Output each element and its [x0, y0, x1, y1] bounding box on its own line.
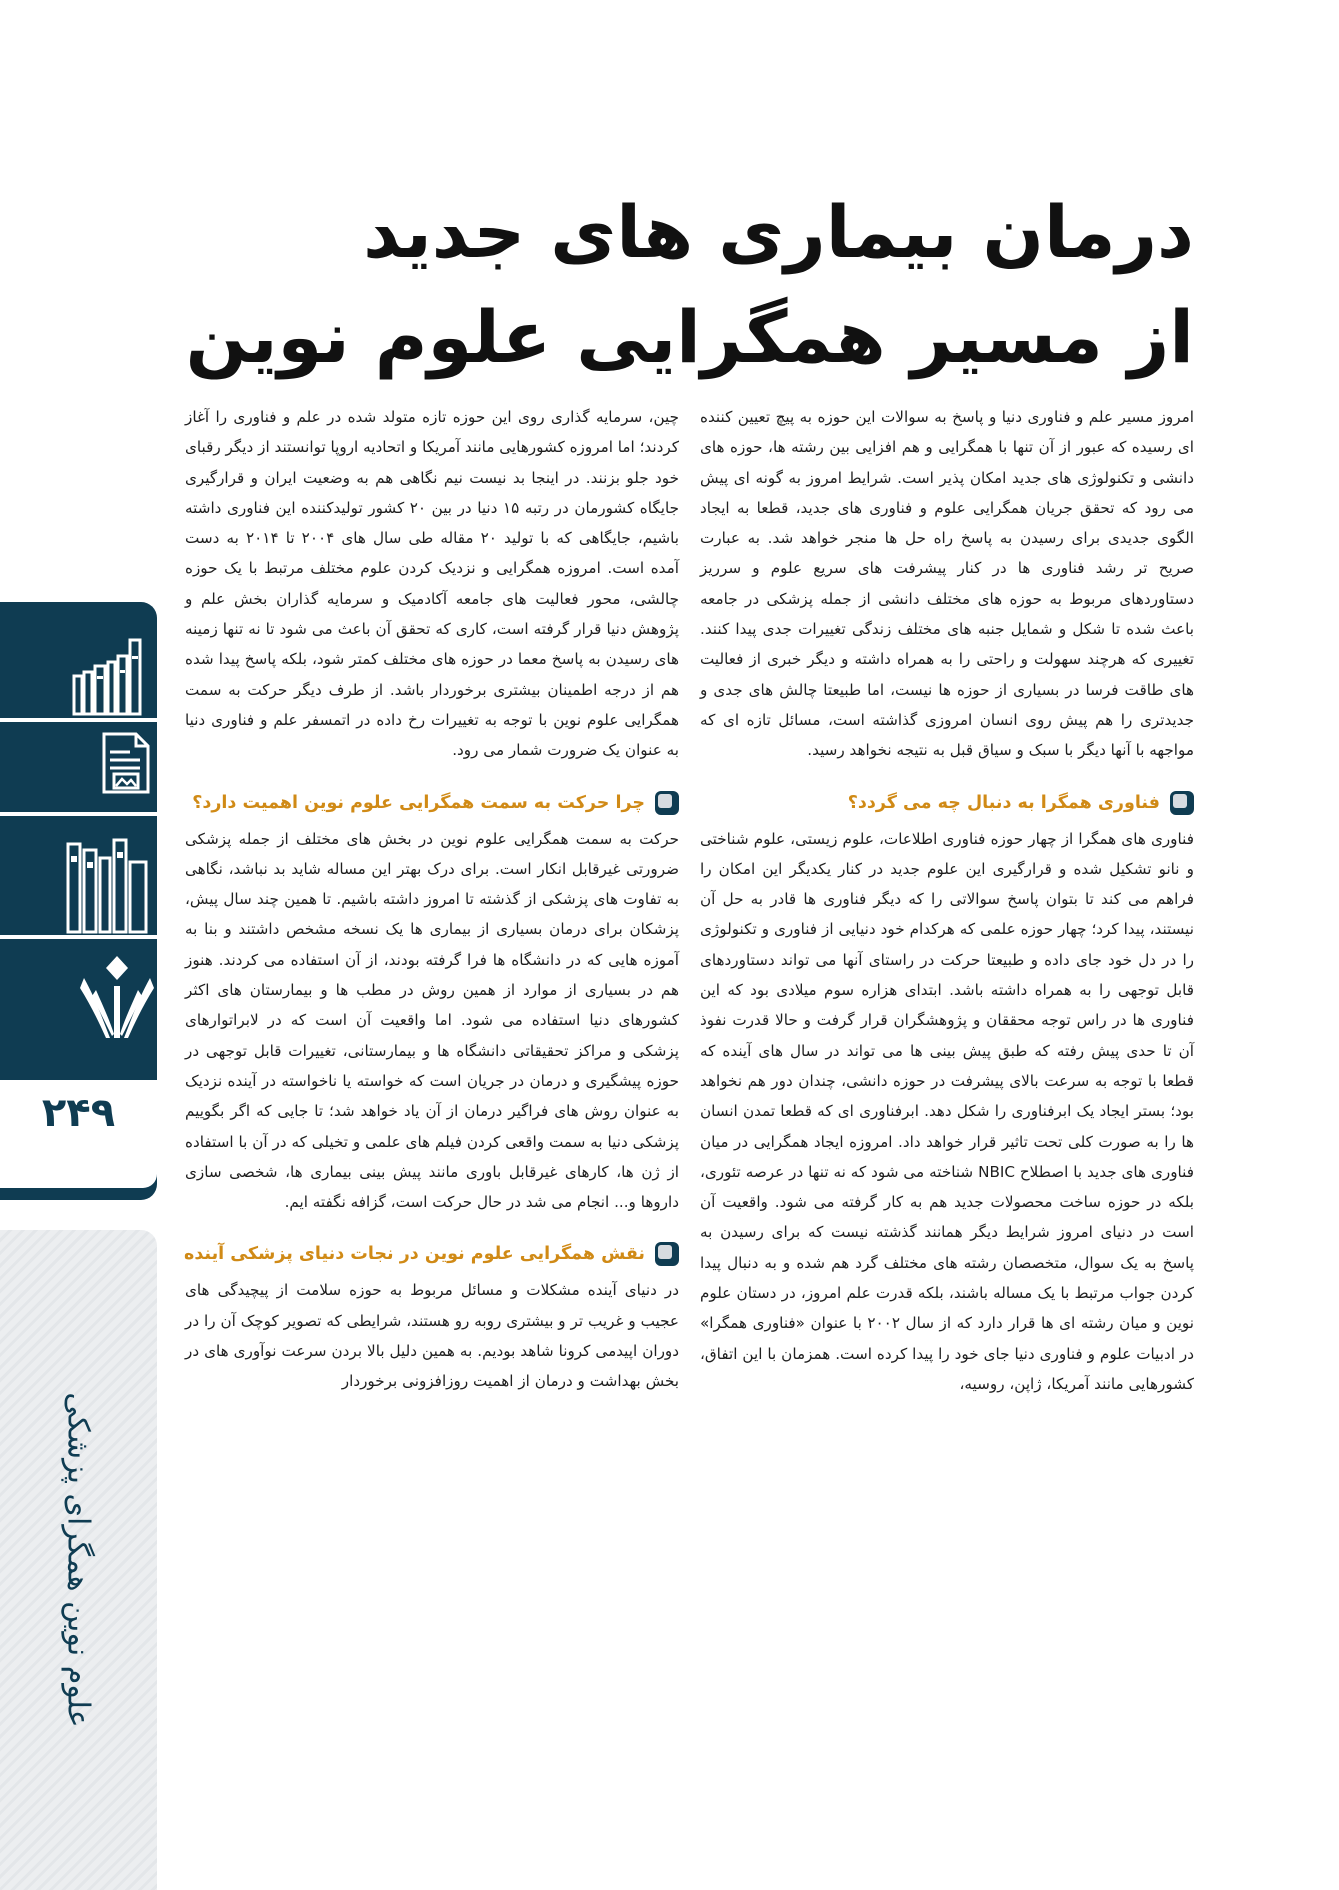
section-heading — [185, 1239, 679, 1269]
bookshelf-icon — [68, 626, 154, 718]
left-body-paragraph-2: در دنیای آینده مشکلات و مسائل مربوط به حوزه سلامت از پیچیدگی های عجیب و غریب تر و بیشتری روبه رو هستند، شرایطی که تصویر کوچک آن را در دوران اپیدمی کرونا شاهد بودیم. به همین دلیل بالا بردن سرعت نوآوری های در بخش بهداشت و درمان از اهمیت روزافزونی برخوردار — [185, 1281, 679, 1391]
heading-bullet-icon — [655, 791, 679, 815]
heading-text: چرا حرکت به سمت همگرایی علوم نوین اهمیت دارد؟ — [192, 792, 645, 813]
shelf-divider — [0, 812, 157, 816]
right-intro-paragraph: امروز مسیر علم و فناوری دنیا و پاسخ به سوالات این حوزه به پیچ تعیین کننده ای رسیده که عبور از آن تنها با همگرایی و هم افزایی بین رشته ها، حوزه های دانشی و تکنولوژی های جدید امکان پذیر است. شرایط امروز به گونه ای پیش می رود که تحقق جریان همگرایی علوم و فناوری های جدید، قطعا به ایجاد الگوی جدیدی برای رسیدن به پاسخ راه حل ها منجر خواهد شد. به عبارت صریح تر رشد فناوری ها در کنار پیشرفت های سریع علوم و سرریز دستاوردهای مربوط به حوزه های مختلف دانشی از جمله پزشکی در جامعه باعث شده تا شکل و شمایل جنبه های مختلف زندگی تغییرات جدی پیدا کنند. تغییری که هرچند سهولت و راحتی را به همراه داشته و دیگر خبری از فعالیت های طاقت فرسا در بسیاری از حوزه ها نیست، اما طبیعتا چالش های جدی و جدیدتری را هم پیش روی انسان امروزی گذاشته است، مسائل تازه ای که مواجهه با آنها دیگر با سبک و سیاق قبل به نتیجه نخواهد رسید. — [700, 408, 1194, 760]
section-label: علوم نوین همگرای پزشکی — [60, 1392, 96, 1728]
books-icon — [64, 828, 154, 934]
section-heading — [700, 788, 1194, 818]
shelf-divider — [0, 935, 157, 939]
heading-bullet-icon — [1170, 791, 1194, 815]
heading-bullet-icon — [655, 1242, 679, 1266]
left-body-paragraph: حرکت به سمت همگرایی علوم نوین در بخش های مختلف از جمله پزشکی ضرورتی غیرقابل انکار است. برای درک بهتر این مساله شاید بد نباشد، نگاهی به تفاوت های پزشکی از گذشته تا امروز داشته باشیم. تا همین چند سال پیش، پزشکان برای درمان بسیاری از بیماری ها یک نسخه مشخص داشتند و بنا به آموزه هایی که در دانشگاه ها فرا گرفته بودند، از آن استفاده می کردند. هنوز هم در بسیاری از موارد از همین روش در مطب ها و بیمارستان های اکثر کشورهای دنیا استفاده می شود. اما واقعیت آن است که در لابراتوارهای پزشکی و مراکز تحقیقاتی دانشگاه ها و بیمارستانی، تغییرات قابل توجهی در حوزه پیشگیری و درمان در جریان است که خواسته یا ناخواسته در آینده نزدیک به عنوان روش های فراگیر درمان از آن یاد خواهد شد؛ تا جایی که اگر بگوییم پزشکی دنیا به سمت واقعی کردن فیلم های علمی و تخیلی که در آن با استفاده از ژن ها، کارهای غیرقابل باوری مانند پیش بینی بیماری ها، شخصی سازی داروها و... انجام می شد در حال حرکت است، گزافه نگفته ایم. — [185, 829, 679, 1212]
right-body-paragraph: فناوری های همگرا از چهار حوزه فناوری اطلاعات، علوم زیستی، علوم شناختی و نانو تشکیل شده و قرارگیری این علوم جدید در کنار یکدیگر این امکان را فراهم می کند تا بتوان پاسخ سوالاتی را که دیگر فناوری ها قادر به حل آن نیستند، پیدا کرد؛ چهار حوزه علمی که هرکدام خود دنیایی از فناوری و تکنولوژی را در دل خود جای داده و طبیعتا حرکت در راستای آنها می تواند دستاوردهای قابل توجهی را به همراه داشته باشد. ابتدای هزاره سوم میلادی بود که این فناوری ها در راس توجه محققان و پژوهشگران قرار گرفت و حالا قدرت نفوذ آن تا حدی پیش رفته که طبق پیش بینی ها می تواند در سال های آینده که قطعا با توجه به سرعت بالای پیشرفت در حوزه دانشی، چندان دور هم نخواهد بود؛ بستر ایجاد یک ابرفناوری را شکل دهد. ابرفناوری ای که قطعا تمدن انسان ها را به صورت کلی تحت تاثیر قرار خواهد داد. امروزه ایجاد همگرایی در میان فناوری های جدید با اصطلاح NBIC شناخته می شود که نه تنها در عرصه تئوری، بلکه در حوزه ساخت محصولات جدید هم به کار گرفته می شود. واقعیت آن است در دنیای امروز شرایط دیگر همانند گذشته نیست که برای رسیدن به پاسخ به یک سوال، متخصصان رشته های مختلف گرد هم شده و به دنبال پیدا کردن جواب مرتبط با یک مساله باشند، بلکه قدرت علم امروز، در دستان علوم نوین و میان رشته ای ها قرار دارد که از سال ۲۰۰۲ با عنوان «فناوری همگرا» در ادبیات علوم و فناوری دنیا جای خود را پیدا کرده است. همزمان با این اتفاق، کشورهایی مانند آمریکا، ژاپن، روسیه، — [700, 829, 1194, 1393]
article-title — [185, 180, 1194, 390]
left-column — [185, 402, 679, 1397]
section-heading — [185, 788, 679, 818]
shelf-divider — [0, 718, 157, 722]
article-title-line-2: از مسیر همگرایی علوم نوین — [185, 295, 1194, 379]
right-column — [700, 402, 1194, 1399]
document-icon — [100, 730, 152, 796]
university-logo-icon — [78, 950, 156, 1050]
page-number: ۲۴۹ — [41, 1090, 116, 1136]
left-intro-paragraph: چین، سرمایه گذاری روی این حوزه تازه متولد شده در علم و فناوری را آغاز کردند؛ اما امروزه کشورهایی مانند آمریکا و اتحادیه اروپا توانستند از دیگر رقبای خود جلو بزنند. در اینجا بد نیست نیم نگاهی هم به وضعیت ایران و قرارگیری جایگاه کشورمان در رتبه ۱۵ دنیا در بین ۲۰ کشور تولیدکننده این فناوری داشته باشیم، جایگاهی که با تولید ۲۰ مقاله طی سال های ۲۰۰۴ تا ۲۰۱۴ به دست آمده است. امروزه همگرایی و نزدیک کردن علوم مختلف مرتبط با یک حوزه چالشی، محور فعالیت های جامعه آکادمیک و سرمایه گذاران بخش علم و پژوهش دنیا قرار گرفته است، کاری که تحقق آن باعث می شود تا نه تنها زمینه های رسیدن به پاسخ معما در حوزه های مختلف کمتر شود، بلکه پاسخ پیدا شده هم از درجه اطمینان بیشتری برخوردار باشد. از طرف دیگر حرکت به سمت همگرایی علوم نوین با توجه به تغییرات رخ داده در اتمسفر علم و فناوری دنیا به عنوان یک ضرورت شمار می رود. — [185, 408, 680, 760]
heading-text: نقش همگرایی علوم نوین در نجات دنیای پزشکی آینده — [183, 1244, 645, 1265]
article-title-line-1: درمان بیماری های جدید — [363, 190, 1194, 274]
heading-text: فناوری همگرا به دنبال چه می گردد؟ — [847, 792, 1160, 813]
